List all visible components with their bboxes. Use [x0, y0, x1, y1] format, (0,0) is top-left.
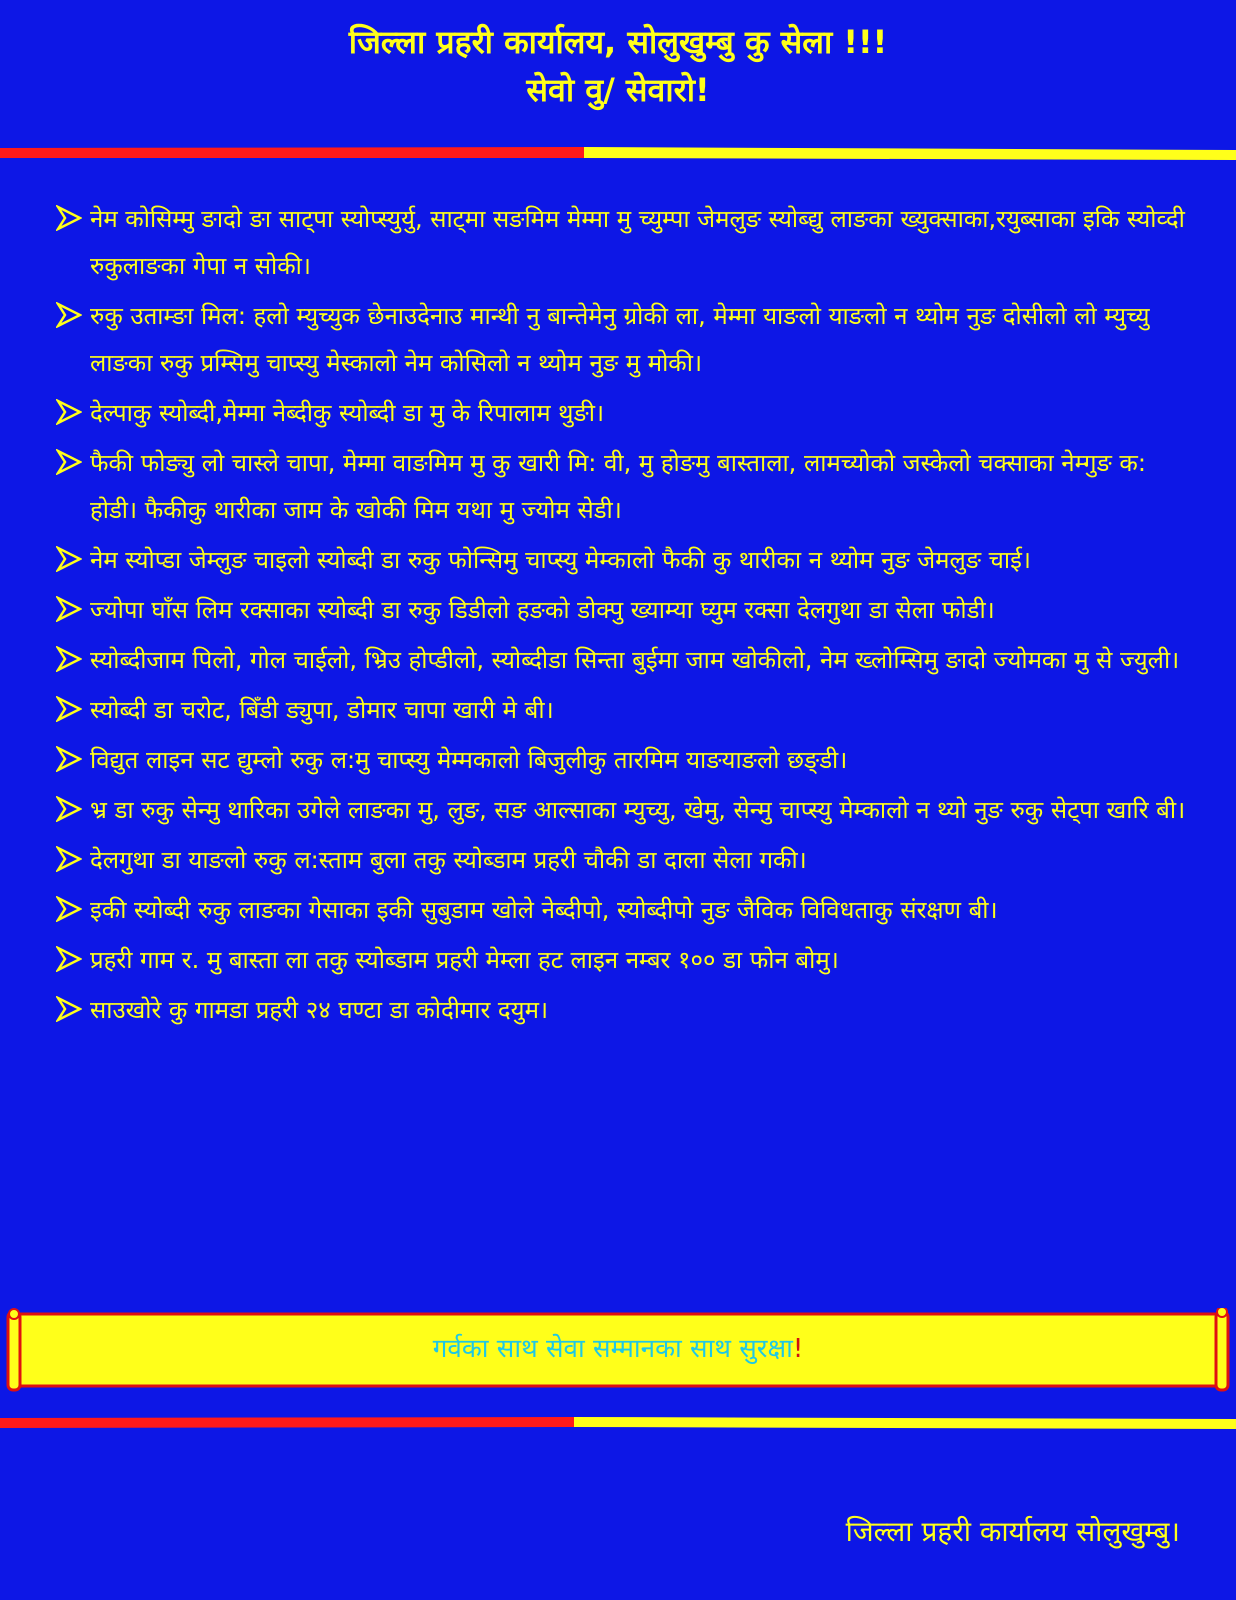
arrow-right-icon [56, 896, 82, 922]
arrow-right-icon [56, 846, 82, 872]
list-item-text: प्रहरी गाम र. मु बास्ता ला तकु स्योब्डाम प्रहरी मेम्ला हट लाइन नम्बर १०० डा फोन बोमु। [90, 946, 839, 974]
list-item [56, 537, 1186, 584]
arrow-right-icon [56, 399, 82, 425]
header-title-line1: जिल्ला प्रहरी कार्यालय, सोलुखुम्बु कु सेला !!! [348, 23, 888, 61]
list-item [56, 440, 1186, 534]
list-item [56, 293, 1186, 387]
list-item-text: नेम स्योप्डा जेम्लुङ चाइलो स्योब्दी डा रुकु फोन्सिमु चाप्स्यु मेम्कालो फैकी कु थारीका न थ्योम नुङ जेमलुङ चाई। [90, 546, 1032, 574]
list-item-text: स्योब्दीजाम पिलो, गोल चाईलो, भ्रिउ होप्डीलो, स्योब्दीडा सिन्ता बुईमा जाम खोकीलो, नेम ख्लोम्सिमु ङादो ज्योमका मु से ज्युली। [90, 646, 1180, 674]
motto-exclamation: ! [792, 1334, 804, 1364]
list-item-text: देलगुथा डा याङलो रुकु ल:स्ताम बुला तकु स्योब्डाम प्रहरी चौकी डा दाला सेला गकी। [90, 846, 807, 874]
header [0, 18, 1236, 114]
motto-text [6, 1308, 1230, 1394]
list-item [56, 737, 1186, 784]
motto-scroll-banner [6, 1308, 1230, 1394]
footer-signature: जिल्ला प्रहरी कार्यालय सोलुखुम्बु। [845, 1515, 1180, 1548]
list-item-text: रुकु उताम्ङा मिल: हलो म्युच्युक छेनाउदेनाउ मान्थी नु बान्तेमेनु ग्रोकी ला, मेम्मा याङलो याङलो न थ्योम नुङ दोसीलो लो म्युच्यु लाङका रुकु प्रम्सिमु चाप्स्यु मेस्कालो नेम कोसिलो न थ्योम नुङ मु मोकी। [90, 302, 1150, 377]
list-item-text: देल्पाकु स्योब्दी,मेम्मा नेब्दीकु स्योब्दी डा मु के रिपालाम थुङी। [90, 399, 605, 427]
arrow-right-icon [56, 546, 82, 572]
list-item [56, 390, 1186, 437]
list-item-text: विद्युत लाइन सट द्युम्लो रुकु ल:मु चाप्स्यु मेम्मकालो बिजुलीकु तारमिम याङयाङलो छङ्डी। [90, 746, 848, 774]
list-item-text: फैकी फोङ्यु लो चास्ले चापा, मेम्मा वाङमिम मु कु खारी मि: वी, मु होङमु बास्ताला, लामच्योको जस्केलो चक्साका नेम्गुङ क: होडी। फैकीकु थारीका जाम के खोकी मिम यथा मु ज्योम सेडी। [90, 449, 1146, 524]
motto-words: गर्वका साथ सेवा सम्मानका साथ सुरक्षा [432, 1334, 793, 1364]
list-item-text: इकी स्योब्दी रुकु लाङका गेसाका इकी सुबुडाम खोले नेब्दीपो, स्योब्दीपो नुङ जैविक विविधताकु संरक्षण बी। [90, 896, 998, 924]
list-item-text: स्योब्दी डा चरोट, बिँडी ड्युपा, डोमार चापा खारी मे बी। [90, 696, 554, 724]
list-item [56, 987, 1186, 1034]
list-item-text: नेम कोसिम्मु ङादो ङा साट्पा स्योप्स्युर्यु, साट्मा सङमिम मेम्मा मु च्युम्पा जेमलुङ स्योब्द्यु लाङका ख्युक्साका,रयुब्साका इकि स्योव्दी रुकुलाङका गेपा न सोकी। [90, 205, 1185, 280]
list-item [56, 637, 1186, 684]
arrow-right-icon [56, 449, 82, 475]
arrow-right-icon [56, 205, 82, 231]
list-item [56, 196, 1186, 290]
list-item [56, 887, 1186, 934]
list-item [56, 687, 1186, 734]
list-item [56, 787, 1186, 834]
list-item [56, 837, 1186, 884]
top-divider-stripe [0, 146, 1236, 160]
bottom-divider-stripe [0, 1416, 1236, 1430]
arrow-right-icon [56, 746, 82, 772]
arrow-right-icon [56, 996, 82, 1022]
arrow-right-icon [56, 796, 82, 822]
list-item-text: ज्योपा घाँस लिम रक्साका स्योब्दी डा रुकु डिडीलो हङको डोक्पु ख्याम्या घ्युम रक्सा देलगुथा डा सेला फोडी। [90, 596, 995, 624]
arrow-right-icon [56, 596, 82, 622]
arrow-right-icon [56, 646, 82, 672]
header-title-line2: सेवो वु/ सेवारो! [526, 71, 710, 109]
list-item-text: साउखोरे कु गामडा प्रहरी २४ घण्टा डा कोदीमार दयुम। [90, 996, 549, 1024]
notice-list [56, 196, 1186, 1037]
list-item [56, 587, 1186, 634]
list-item-text: भ्र डा रुकु सेन्मु थारिका उगेले लाङका मु, लुङ, सङ आल्साका म्युच्यु, खेमु, सेन्मु चाप्स्यु मेम्कालो न थ्यो नुङ रुकु सेट्पा खारि बी। [90, 796, 1186, 824]
arrow-right-icon [56, 946, 82, 972]
arrow-right-icon [56, 302, 82, 328]
list-item [56, 937, 1186, 984]
arrow-right-icon [56, 696, 82, 722]
